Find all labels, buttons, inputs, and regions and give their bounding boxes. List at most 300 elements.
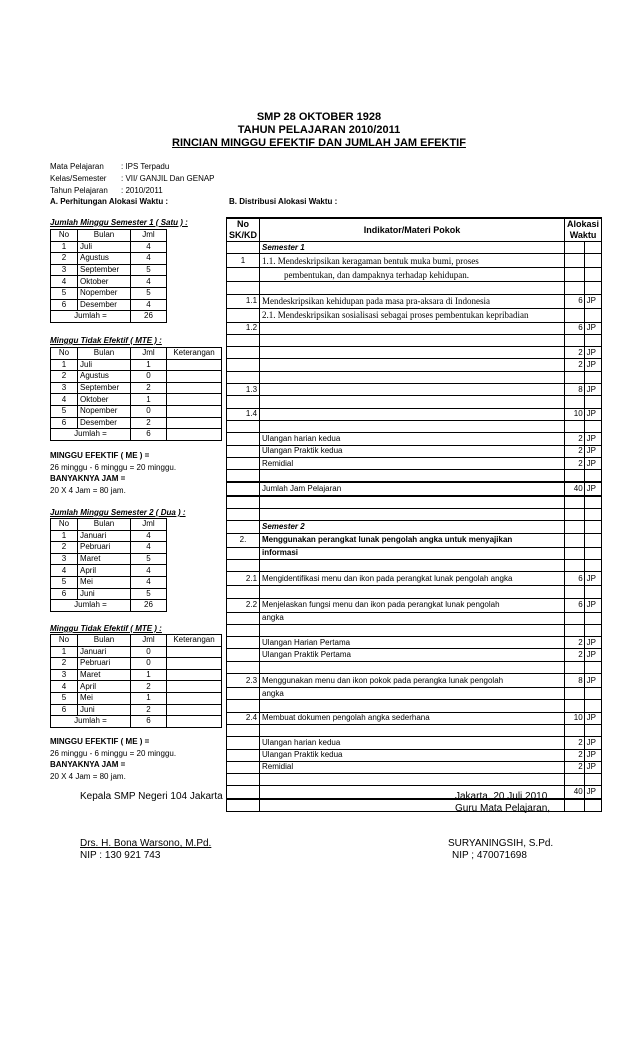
hours-unit-cell — [584, 533, 601, 547]
principal-title: Kepala SMP Negeri 104 Jakarta — [80, 791, 223, 802]
distribution-row — [227, 612, 602, 624]
indicator-cell — [260, 496, 565, 509]
month-cell: Mei — [78, 692, 131, 704]
count-cell: 5 — [131, 553, 167, 565]
hours-unit-cell: JP — [584, 482, 601, 495]
row-number: 4 — [51, 394, 78, 406]
sign-place-date: Jakarta, 20 Juli 2010 — [455, 791, 548, 802]
table-row — [51, 287, 167, 299]
indicator-cell: Jumlah Jam Pelajaran — [260, 482, 565, 495]
mte1-title: Minggu Tidak Efektif ( MTE ) : — [50, 336, 162, 345]
sk-number-cell — [227, 700, 260, 712]
sk-number-cell — [227, 786, 260, 799]
distribution-row — [227, 533, 602, 547]
subject-value: : IPS Terpadu — [121, 162, 170, 171]
row-number: 4 — [51, 276, 78, 288]
table-row — [51, 264, 167, 276]
indicator-cell: Ulangan Praktik kedua — [260, 445, 565, 457]
hours-unit-cell: JP — [584, 457, 601, 469]
hours-value-cell: 2 — [565, 359, 585, 371]
indicator-cell: angka — [260, 688, 565, 700]
hours-unit-cell — [584, 268, 601, 282]
table-row — [51, 253, 167, 265]
hours-unit-cell: JP — [584, 322, 601, 334]
sk-number-cell — [227, 586, 260, 598]
distribution-row — [227, 322, 602, 334]
hours-unit-cell: JP — [584, 572, 601, 586]
month-cell: Oktober — [78, 276, 131, 288]
sk-number-cell: 1.2 — [227, 322, 260, 334]
hours-unit-cell: JP — [584, 294, 601, 308]
header-waktu-label: Waktu — [569, 230, 597, 240]
hours-unit-cell: JP — [584, 598, 601, 612]
indicator-cell — [260, 774, 565, 786]
distribution-row — [227, 624, 602, 636]
table-row — [51, 658, 222, 670]
mte2-title: Minggu Tidak Efektif ( MTE ) : — [50, 624, 162, 633]
hours-value-cell: 2 — [565, 749, 585, 761]
table-total-row — [51, 429, 222, 441]
sk-number-cell — [227, 359, 260, 371]
hours-value-cell — [565, 624, 585, 636]
note-cell — [167, 405, 222, 417]
count-cell: 4 — [131, 253, 167, 265]
indicator-cell: informasi — [260, 547, 565, 559]
distribution-row — [227, 598, 602, 612]
month-cell: Nopember — [78, 405, 131, 417]
indicator-cell: Menggunakan menu dan ikon pokok pada perangka lunak pengolah — [260, 674, 565, 688]
distribution-row — [227, 457, 602, 469]
row-number: 5 — [51, 287, 78, 299]
hours-unit-cell — [584, 420, 601, 432]
note-cell — [167, 692, 222, 704]
hours-value-cell — [565, 547, 585, 559]
indicator-cell: Ulangan harian kedua — [260, 433, 565, 445]
table-header-row — [51, 348, 222, 360]
hours-value-cell — [565, 799, 585, 812]
distribution-row — [227, 724, 602, 736]
row-number: 6 — [51, 704, 78, 716]
month-cell: Januari — [78, 530, 131, 542]
sk-number-cell: 2.4 — [227, 712, 260, 724]
table-header-row — [51, 230, 167, 242]
hours-unit-cell: JP — [584, 712, 601, 724]
column-header: Jml — [131, 635, 167, 647]
me2-calc: 26 minggu - 6 minggu = 20 minggu. — [50, 749, 177, 758]
distribution-row — [227, 586, 602, 598]
distribution-row — [227, 761, 602, 773]
me1-label: MINGGU EFEKTIF ( ME ) = — [50, 451, 150, 460]
column-header: Bulan — [78, 348, 131, 360]
count-cell: 4 — [131, 565, 167, 577]
row-number: 5 — [51, 576, 78, 588]
count-cell: 5 — [131, 264, 167, 276]
indicator-cell — [260, 509, 565, 521]
hours-value-cell: 40 — [565, 786, 585, 799]
indicator-cell — [260, 586, 565, 598]
sk-number-cell — [227, 268, 260, 282]
table-row — [51, 704, 222, 716]
column-header: Keterangan — [167, 635, 222, 647]
count-cell: 4 — [131, 241, 167, 253]
month-cell: Oktober — [78, 394, 131, 406]
indicator-cell: Mengidentifikasi menu dan ikon pada perangkat lunak pengolah angka — [260, 572, 565, 586]
distribution-row — [227, 688, 602, 700]
year-value: : 2010/2011 — [121, 186, 163, 195]
hours-value-cell: 40 — [565, 482, 585, 495]
month-cell: Mei — [78, 576, 131, 588]
hours-unit-cell — [584, 334, 601, 346]
hours-unit-cell: JP — [584, 649, 601, 661]
indicator-cell: Ulangan Praktik Pertama — [260, 649, 565, 661]
count-cell: 2 — [131, 704, 167, 716]
sk-number-cell — [227, 347, 260, 359]
sk-number-cell — [227, 547, 260, 559]
header-alokasi — [565, 218, 602, 242]
hours-value-cell — [565, 700, 585, 712]
distribution-row — [227, 637, 602, 649]
hours-unit-cell — [584, 799, 601, 812]
distribution-row — [227, 700, 602, 712]
hours-unit-cell — [584, 612, 601, 624]
sk-number-cell — [227, 308, 260, 322]
distribution-row — [227, 254, 602, 268]
indicator-cell — [260, 700, 565, 712]
count-cell: 0 — [131, 658, 167, 670]
row-number: 5 — [51, 405, 78, 417]
hours-value-cell — [565, 268, 585, 282]
row-number: 6 — [51, 588, 78, 600]
table-row — [51, 382, 222, 394]
indicator-cell: Remidial — [260, 457, 565, 469]
sk-number-cell — [227, 612, 260, 624]
hours-unit-cell — [584, 521, 601, 533]
column-header: No — [51, 635, 78, 647]
indicator-cell — [260, 396, 565, 408]
sk-number-cell — [227, 445, 260, 457]
hours-value-cell: 6 — [565, 598, 585, 612]
sk-number-cell — [227, 242, 260, 254]
sk-number-cell — [227, 470, 260, 483]
month-cell: Juni — [78, 704, 131, 716]
hours-unit-cell: JP — [584, 408, 601, 420]
distribution-row — [227, 674, 602, 688]
sk-number-cell — [227, 457, 260, 469]
row-number: 2 — [51, 542, 78, 554]
academic-year: TAHUN PELAJARAN 2010/2011 — [237, 124, 401, 136]
indicator-cell: Menjelaskan fungsi menu dan ikon pada perangkat lunak pengolah — [260, 598, 565, 612]
header-skkd: SK/KD — [229, 230, 258, 240]
hours-unit-cell — [584, 774, 601, 786]
hours-unit-cell — [584, 661, 601, 673]
indicator-cell: Remidial — [260, 761, 565, 773]
column-header: Jml — [131, 230, 167, 242]
month-cell: Nopember — [78, 287, 131, 299]
indicator-cell: 1.1. Mendeskripsikan keragaman bentuk muka bumi, proses — [260, 254, 565, 268]
month-cell: Maret — [78, 669, 131, 681]
header-alokasi-label: Alokasi — [567, 219, 600, 229]
hours-value-cell: 2 — [565, 637, 585, 649]
month-cell: Pebruari — [78, 658, 131, 670]
distribution-row — [227, 661, 602, 673]
hours-value-cell — [565, 308, 585, 322]
hours-unit-cell — [584, 371, 601, 383]
count-cell: 4 — [131, 276, 167, 288]
distribution-row — [227, 572, 602, 586]
indicator-cell — [260, 408, 565, 420]
count-cell: 4 — [131, 576, 167, 588]
hours-unit-cell: JP — [584, 737, 601, 749]
distribution-row — [227, 308, 602, 322]
hours-value-cell — [565, 282, 585, 294]
distribution-row — [227, 242, 602, 254]
indicator-cell: Mendeskripsikan kehidupan pada masa pra-aksara di Indonesia — [260, 294, 565, 308]
distribution-row — [227, 294, 602, 308]
month-cell: Juli — [78, 359, 131, 371]
hours-unit-cell — [584, 496, 601, 509]
sk-number-cell — [227, 396, 260, 408]
table-total-row — [51, 716, 222, 728]
teacher-title: Guru Mata Pelajaran, — [455, 803, 551, 814]
distribution-row — [227, 547, 602, 559]
row-number: 1 — [51, 530, 78, 542]
count-cell: 2 — [131, 681, 167, 693]
row-number: 1 — [51, 359, 78, 371]
hours-value-cell: 6 — [565, 294, 585, 308]
sk-number-cell — [227, 521, 260, 533]
indicator-cell — [260, 359, 565, 371]
indicator-cell — [260, 347, 565, 359]
distribution-row — [227, 712, 602, 724]
row-number: 6 — [51, 417, 78, 429]
sk-number-cell: 2.3 — [227, 674, 260, 688]
hours-value-cell — [565, 688, 585, 700]
total-label: Jumlah = — [51, 716, 131, 728]
hours-value-cell — [565, 612, 585, 624]
class-label: Kelas/Semester — [50, 174, 107, 183]
count-cell: 4 — [131, 530, 167, 542]
month-cell: Juni — [78, 588, 131, 600]
month-cell: Juli — [78, 241, 131, 253]
indicator-cell: angka — [260, 612, 565, 624]
note-cell — [167, 658, 222, 670]
table-row — [51, 394, 222, 406]
indicator-cell — [260, 624, 565, 636]
row-number: 1 — [51, 646, 78, 658]
document-title: RINCIAN MINGGU EFEKTIF DAN JUMLAH JAM EFEKTIF — [172, 137, 466, 149]
table-row — [51, 405, 222, 417]
table-row — [51, 588, 167, 600]
hours-unit-cell — [584, 688, 601, 700]
hours-unit-cell — [584, 624, 601, 636]
sk-number-cell — [227, 737, 260, 749]
row-number: 3 — [51, 553, 78, 565]
sk-number-cell — [227, 559, 260, 571]
hours-unit-cell — [584, 242, 601, 254]
hours-value-cell — [565, 242, 585, 254]
column-header: Bulan — [78, 519, 131, 531]
note-cell — [167, 382, 222, 394]
count-cell: 0 — [131, 405, 167, 417]
indicator-cell: Membuat dokumen pengolah angka sederhana — [260, 712, 565, 724]
jam2-calc: 20 X 4 Jam = 80 jam. — [50, 772, 126, 781]
sk-number-cell — [227, 749, 260, 761]
table-row — [51, 299, 167, 311]
month-cell: Desember — [78, 417, 131, 429]
table-row — [51, 565, 167, 577]
indicator-cell: Menggunakan perangkat lunak pengolah angka untuk menyajikan — [260, 533, 565, 547]
distribution-row — [227, 408, 602, 420]
indicator-cell — [260, 661, 565, 673]
distribution-row — [227, 420, 602, 432]
sem1-table — [50, 229, 167, 323]
distribution-row — [227, 282, 602, 294]
indicator-cell: Ulangan Praktik kedua — [260, 749, 565, 761]
year-label: Tahun Pelajaran — [50, 186, 108, 195]
class-value: : VII/ GANJIL Dan GENAP — [121, 174, 215, 183]
hours-unit-cell: JP — [584, 761, 601, 773]
indicator-cell — [260, 420, 565, 432]
row-number: 5 — [51, 692, 78, 704]
row-number: 3 — [51, 669, 78, 681]
hours-unit-cell — [584, 470, 601, 483]
hours-unit-cell: JP — [584, 384, 601, 396]
table-row — [51, 417, 222, 429]
hours-unit-cell: JP — [584, 637, 601, 649]
sk-number-cell — [227, 799, 260, 812]
column-header: Bulan — [78, 230, 131, 242]
distribution-row — [227, 347, 602, 359]
hours-value-cell — [565, 774, 585, 786]
table-header-row — [51, 635, 222, 647]
hours-value-cell: 10 — [565, 408, 585, 420]
jam1-label: BANYAKNYA JAM = — [50, 474, 126, 483]
note-cell — [167, 681, 222, 693]
indicator-cell: Ulangan harian kedua — [260, 737, 565, 749]
sk-number-cell: 1.4 — [227, 408, 260, 420]
hours-unit-cell — [584, 254, 601, 268]
hours-value-cell: 2 — [565, 445, 585, 457]
total-value: 26 — [131, 600, 167, 612]
distribution-row — [227, 433, 602, 445]
sem2-table — [50, 518, 167, 612]
me1-calc: 26 minggu - 6 minggu = 20 minggu. — [50, 463, 177, 472]
indicator-cell — [260, 334, 565, 346]
sk-number-cell — [227, 482, 260, 495]
sem2-title: Jumlah Minggu Semester 2 ( Dua ) : — [50, 508, 186, 517]
section-a-title: A. Perhitungan Alokasi Waktu : — [50, 197, 169, 206]
column-header: No — [51, 348, 78, 360]
principal-nip: NIP : 130 921 743 — [80, 850, 161, 861]
indicator-cell: pembentukan, dan dampaknya terhadap kehidupan. — [260, 268, 565, 282]
total-label: Jumlah = — [51, 429, 131, 441]
table-row — [51, 576, 167, 588]
count-cell: 4 — [131, 542, 167, 554]
table-row — [51, 646, 222, 658]
hours-value-cell: 8 — [565, 674, 585, 688]
hours-value-cell — [565, 371, 585, 383]
distribution-row — [227, 737, 602, 749]
count-cell: 5 — [131, 287, 167, 299]
month-cell: September — [78, 264, 131, 276]
distribution-row — [227, 359, 602, 371]
sk-number-cell: 1 — [227, 254, 260, 268]
note-cell — [167, 417, 222, 429]
row-number: 6 — [51, 299, 78, 311]
count-cell: 0 — [131, 646, 167, 658]
sk-number-cell — [227, 649, 260, 661]
row-number: 4 — [51, 565, 78, 577]
hours-value-cell: 2 — [565, 761, 585, 773]
hours-value-cell — [565, 533, 585, 547]
distribution-row — [227, 521, 602, 533]
sk-number-cell — [227, 761, 260, 773]
column-header: Bulan — [78, 635, 131, 647]
distribution-row — [227, 371, 602, 383]
hours-unit-cell: JP — [584, 786, 601, 799]
sk-number-cell — [227, 433, 260, 445]
sk-number-cell: 2. — [227, 533, 260, 547]
row-number: 2 — [51, 658, 78, 670]
indicator-cell — [260, 384, 565, 396]
hours-unit-cell — [584, 724, 601, 736]
subject-label: Mata Pelajaran — [50, 162, 104, 171]
distribution-row — [227, 749, 602, 761]
indicator-cell: Ulangan Harian Pertama — [260, 637, 565, 649]
sk-number-cell — [227, 724, 260, 736]
hours-value-cell — [565, 420, 585, 432]
month-cell: Agustus — [78, 253, 131, 265]
month-cell: April — [78, 565, 131, 577]
table-row — [51, 241, 167, 253]
note-cell — [167, 704, 222, 716]
count-cell: 1 — [131, 692, 167, 704]
column-header: Jml — [131, 519, 167, 531]
hours-value-cell: 10 — [565, 712, 585, 724]
month-cell: September — [78, 382, 131, 394]
jam2-label: BANYAKNYA JAM = — [50, 760, 126, 769]
teacher-name: SURYANINGSIH, S.Pd. — [448, 838, 554, 849]
count-cell: 2 — [131, 417, 167, 429]
hours-unit-cell: JP — [584, 359, 601, 371]
teacher-nip: NIP ; 470071698 — [452, 850, 527, 861]
indicator-cell — [260, 724, 565, 736]
month-cell: Agustus — [78, 371, 131, 383]
month-cell: April — [78, 681, 131, 693]
jam1-calc: 20 X 4 Jam = 80 jam. — [50, 486, 126, 495]
distribution-row — [227, 334, 602, 346]
sem1-title: Jumlah Minggu Semester 1 ( Satu ) : — [50, 218, 188, 227]
month-cell: Pebruari — [78, 542, 131, 554]
distribution-row — [227, 509, 602, 521]
sk-number-cell — [227, 371, 260, 383]
month-cell: Maret — [78, 553, 131, 565]
sk-number-cell — [227, 774, 260, 786]
count-cell: 0 — [131, 371, 167, 383]
hours-value-cell — [565, 724, 585, 736]
distribution-table — [226, 217, 602, 812]
distribution-row — [227, 496, 602, 509]
table-total-row — [51, 311, 167, 323]
row-number: 1 — [51, 241, 78, 253]
total-label: Jumlah = — [51, 311, 131, 323]
section-b-title: B. Distribusi Alokasi Waktu : — [229, 197, 338, 206]
hours-value-cell — [565, 254, 585, 268]
indicator-cell — [260, 282, 565, 294]
table-total-row — [51, 600, 167, 612]
indicator-cell — [260, 470, 565, 483]
month-cell: Januari — [78, 646, 131, 658]
